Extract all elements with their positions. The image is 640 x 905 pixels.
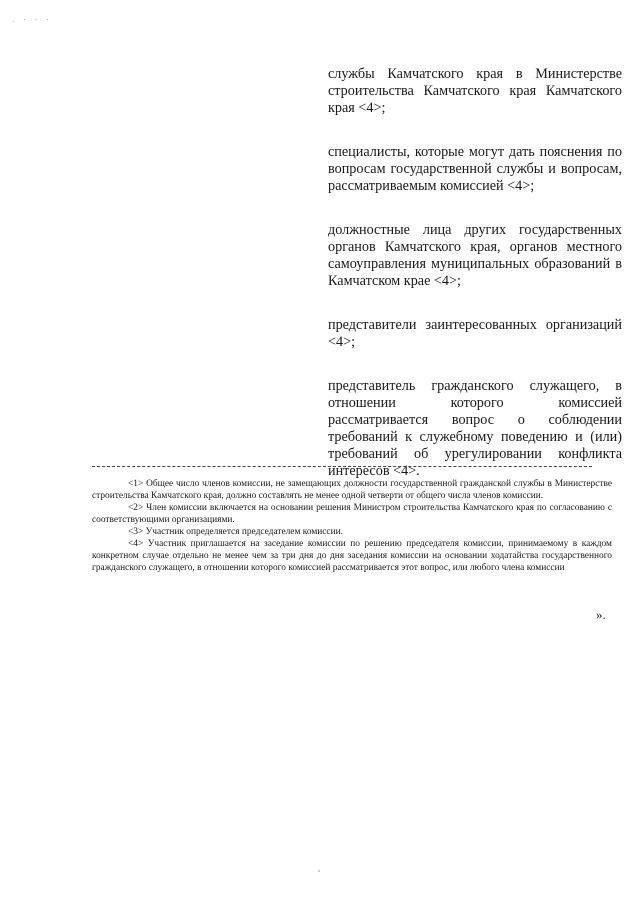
footnote-4: <4> Участник приглашается на заседание комиссии по решению председателя комиссии, принимаемому в каждом конкретном случае отдельно не менее чем за три дня до дня заседания комиссии на основании ходатайства государственного гражданского служащего, в отношении которого комиссией рассматривается этот вопрос, или любого члена комиссии (92, 539, 612, 573)
list-item: службы Камчатского края в Министерстве строительства Камчатского края Камчатского края <4>; (328, 66, 622, 116)
scan-artifact-dot (318, 870, 320, 872)
list-item: должностные лица других государственных органов Камчатского края, органов местного самоуправления муниципальных образований в Камчатском крае <4>; (328, 222, 622, 289)
list-item: представители заинтересованных организаций <4>; (328, 317, 622, 350)
footnote-divider (92, 466, 592, 467)
footnote-2: <2> Член комиссии включается на основании решения Министром строительства Камчатского края по согласованию с соответствующими организациями. (92, 503, 612, 525)
list-item: специалисты, которые могут дать пояснения по вопросам государственной службы и вопросам, рассматриваемым комиссией <4>; (328, 144, 622, 194)
footnote-1: <1> Общее число членов комиссии, не замещающих должности государственной гражданской службы в Министерстве строительства Камчатского края, должно составлять не менее одной четверти от общего числа членов комиссии. (92, 479, 612, 501)
scan-corner-mark: . · · · (12, 14, 52, 24)
footnote-3: <3> Участник определяется председателем комиссии. (128, 527, 343, 537)
list-item: представитель гражданского служащего, в отношении которого комиссией рассматривается вопрос о соблюдении требований к служебному поведению и (или) требований об урегулировании конфликта интересов <4>. (328, 378, 622, 479)
footnotes-section (92, 478, 612, 574)
closing-quote-mark: ». (596, 607, 606, 622)
participants-list (328, 66, 622, 507)
